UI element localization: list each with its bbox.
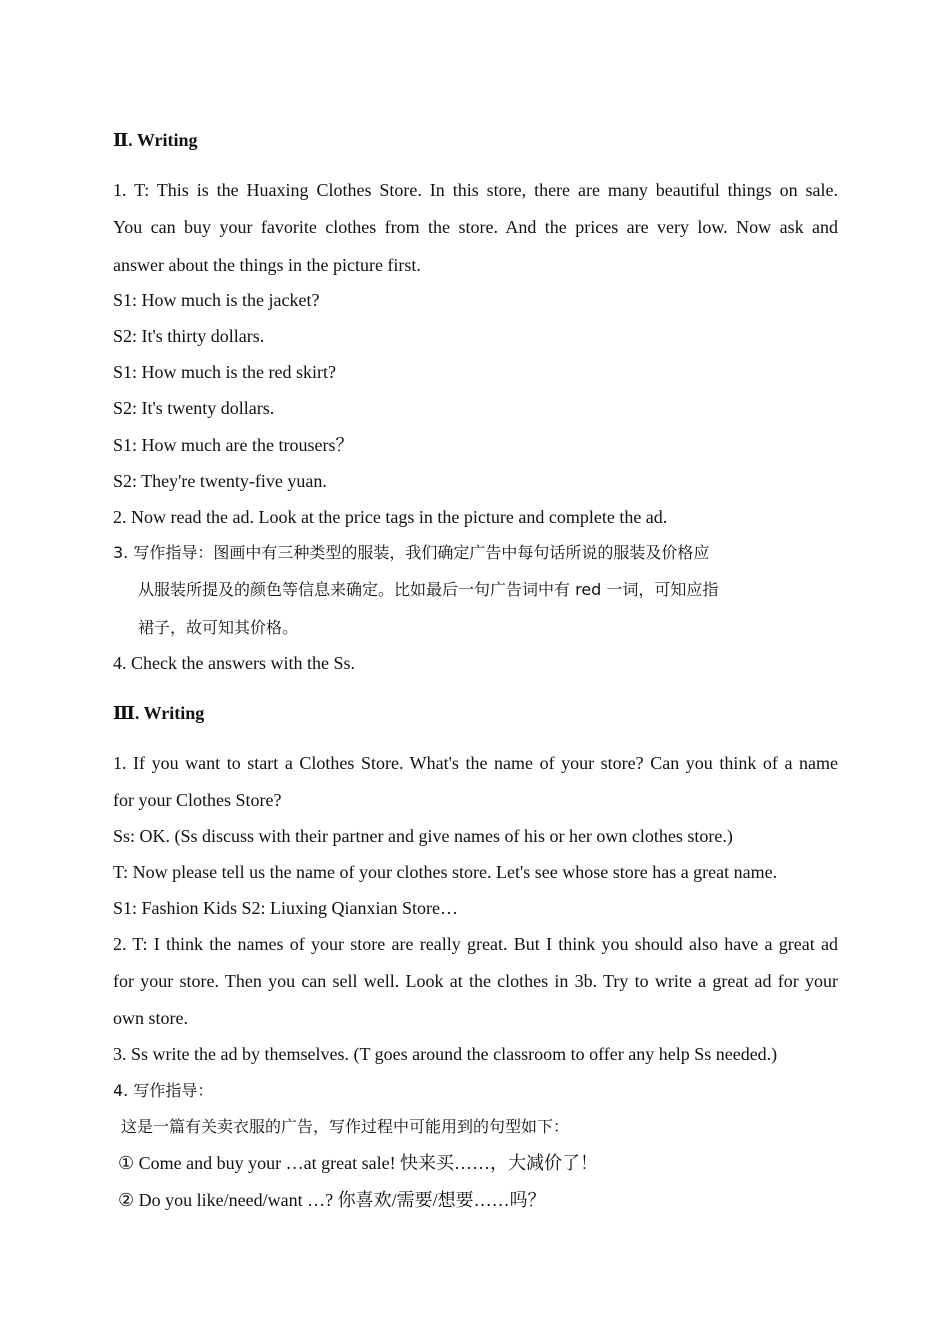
dialogue-line-4: S2: It's twenty dollars.: [113, 398, 275, 418]
s2-item1-line2: You can buy your favorite clothes from the store. And the prices are very low. Now ask and: [113, 217, 838, 237]
s2-item3-line3: 裙子，故可知其价格。: [138, 618, 299, 637]
s3-item2-line1: 2. T: I think the names of your store are really great. But I think you should also have a great ad: [113, 934, 838, 954]
s3-item2-line2: for your store. Then you can sell well. Look at the clothes in 3b. Try to write a great ad for your: [113, 971, 838, 991]
s3-item4-label: 4. 写作指导：: [113, 1081, 214, 1100]
s3-item1-line1: 1. If you want to start a Clothes Store. What's the name of your store? Can you think of a name: [113, 753, 838, 773]
s2-item3-line2: 从服装所提及的颜色等信息来确定。比如最后一句广告词中有 red 一词，可知应指: [138, 580, 719, 599]
s3-item1-line2: for your Clothes Store?: [113, 790, 282, 810]
s3-item4-pattern2: ② Do you like/need/want …? 你喜欢/需要/想要……吗？: [118, 1190, 546, 1210]
dialogue-line-6: S2: They're twenty-five yuan.: [113, 471, 327, 491]
dialogue-line-1: S1: How much is the jacket?: [113, 290, 320, 310]
s3-item3: 3. Ss write the ad by themselves. (T goes around the classroom to offer any help Ss needed.): [113, 1044, 778, 1064]
s3-item2-line3: own store.: [113, 1008, 188, 1028]
s2-item1-line3: answer about the things in the picture first.: [113, 255, 421, 275]
section-3-heading: Ⅲ. Writing: [113, 703, 205, 723]
s2-item2: 2. Now read the ad. Look at the price tags in the picture and complete the ad.: [113, 507, 668, 527]
section-2-heading: Ⅱ. Writing: [113, 130, 198, 150]
s3-line-s1: S1: Fashion Kids S2: Liuxing Qianxian Store…: [113, 898, 459, 918]
s3-line-t: T: Now please tell us the name of your clothes store. Let's see whose store has a great name.: [113, 862, 778, 882]
dialogue-line-3: S1: How much is the red skirt?: [113, 362, 336, 382]
s2-item3-line1: 3. 写作指导：图画中有三种类型的服装，我们确定广告中每句话所说的服装及价格应: [113, 543, 710, 562]
s3-item4-pattern1: ① Come and buy your …at great sale! 快来买……，大减价了！: [118, 1153, 599, 1173]
dialogue-line-2: S2: It's thirty dollars.: [113, 326, 265, 346]
s2-item1-line1: 1. T: This is the Huaxing Clothes Store. In this store, there are many beautiful things on sale.: [113, 180, 838, 200]
s3-line-ss: Ss: OK. (Ss discuss with their partner and give names of his or her own clothes store.): [113, 826, 733, 846]
dialogue-line-5: S1: How much are the trousers？: [113, 435, 354, 455]
s3-item4-intro: 这是一篇有关卖衣服的广告，写作过程中可能用到的句型如下：: [121, 1117, 570, 1136]
s2-item4: 4. Check the answers with the Ss.: [113, 653, 355, 673]
